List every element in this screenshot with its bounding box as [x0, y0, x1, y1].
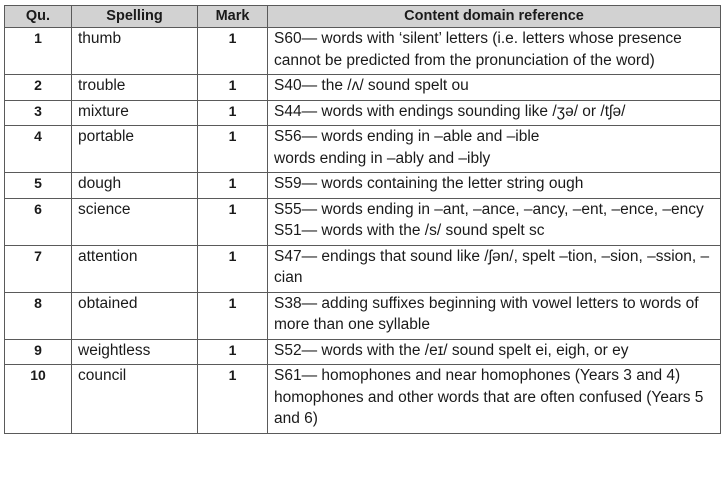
reference-line	[274, 173, 714, 195]
reference-text: words with the /eɪ/ sound spelt ei, eigh, or ey	[321, 341, 629, 359]
reference-code: S60	[274, 30, 302, 47]
reference-line	[274, 199, 714, 221]
reference-code: S47	[274, 247, 302, 265]
mark-value: 1	[198, 126, 268, 173]
mark-value: 1	[198, 339, 268, 365]
mark-value: 1	[198, 245, 268, 292]
reference-text: words with endings sounding like /ʒə/ or /tʃə/	[321, 102, 626, 120]
reference-text: words with ‘silent’ letters (i.e. letters whose presence cannot be predicted from the pronunciation of the word)	[274, 30, 682, 69]
reference-code: S38	[274, 294, 302, 312]
table-row	[5, 28, 721, 75]
question-number: 1	[5, 28, 72, 75]
reference-line	[274, 340, 714, 362]
table-row	[5, 75, 721, 101]
spelling-mark-scheme-table	[4, 5, 721, 434]
spelling-word: attention	[72, 245, 198, 292]
table-row	[5, 126, 721, 173]
mark-value: 1	[198, 292, 268, 339]
mark-value: 1	[198, 173, 268, 199]
header-mark: Mark	[198, 6, 268, 28]
reference-text: words containing the letter string ough	[321, 175, 584, 192]
mark-value: 1	[198, 28, 268, 75]
spelling-word: science	[72, 198, 198, 245]
reference-text: words ending in –ant, –ance, –ancy, –ent, –ence, –ency	[321, 200, 704, 218]
question-number: 4	[5, 126, 72, 173]
reference-code: S51	[274, 222, 302, 239]
content-domain-reference	[268, 173, 721, 199]
header-row	[5, 6, 721, 28]
reference-line	[274, 75, 714, 97]
table-row	[5, 173, 721, 199]
reference-code: S56	[274, 128, 302, 145]
header-question: Qu.	[5, 6, 72, 28]
reference-dash: —	[301, 77, 322, 94]
reference-line	[274, 220, 714, 242]
reference-text: words ending in –able and –ible	[321, 128, 540, 145]
reference-code: S59	[274, 175, 302, 192]
reference-dash: —	[301, 200, 322, 218]
reference-dash: —	[301, 341, 322, 359]
spelling-word: obtained	[72, 292, 198, 339]
content-domain-reference	[268, 365, 721, 434]
question-number: 10	[5, 365, 72, 434]
reference-code: S55	[274, 200, 302, 218]
question-number: 9	[5, 339, 72, 365]
table-row	[5, 245, 721, 292]
table-row	[5, 365, 721, 434]
table-row	[5, 198, 721, 245]
reference-dash: —	[301, 128, 322, 145]
reference-dash: —	[301, 294, 322, 312]
reference-text: endings that sound like /ʃən/, spelt –tion, –sion, –ssion, –cian	[274, 247, 710, 286]
reference-dash: —	[301, 30, 322, 47]
mark-value: 1	[198, 75, 268, 101]
table-row	[5, 100, 721, 126]
spelling-word: dough	[72, 173, 198, 199]
mark-value: 1	[198, 365, 268, 434]
reference-dash: —	[301, 222, 322, 239]
mark-value: 1	[198, 100, 268, 126]
reference-dash: —	[301, 175, 322, 192]
reference-line	[274, 101, 714, 123]
spelling-word: mixture	[72, 100, 198, 126]
spelling-word: weightless	[72, 339, 198, 365]
reference-text: words with the /s/ sound spelt sc	[321, 222, 545, 239]
content-domain-reference	[268, 126, 721, 173]
content-domain-reference	[268, 28, 721, 75]
reference-text: homophones and near homophones (Years 3 and 4) homophones and other words that are often confused (Years 5 and 6)	[274, 367, 704, 427]
content-domain-reference	[268, 292, 721, 339]
reference-code: S52	[274, 341, 302, 359]
mark-value: 1	[198, 198, 268, 245]
spelling-word: trouble	[72, 75, 198, 101]
spelling-word: thumb	[72, 28, 198, 75]
reference-line	[274, 365, 714, 430]
reference-code: S44	[274, 102, 302, 120]
question-number: 8	[5, 292, 72, 339]
reference-line	[274, 148, 714, 170]
reference-dash: —	[301, 367, 322, 384]
reference-line	[274, 126, 714, 148]
question-number: 7	[5, 245, 72, 292]
spelling-word: council	[72, 365, 198, 434]
reference-dash: —	[301, 247, 322, 265]
reference-line	[274, 293, 714, 336]
reference-text: words ending in –ably and –ibly	[274, 149, 491, 167]
content-domain-reference	[268, 100, 721, 126]
header-spelling: Spelling	[72, 6, 198, 28]
table-row	[5, 292, 721, 339]
reference-line	[274, 28, 714, 71]
header-content-domain-reference: Content domain reference	[268, 6, 721, 28]
content-domain-reference	[268, 198, 721, 245]
reference-dash: —	[301, 102, 322, 120]
reference-code: S40	[274, 77, 302, 94]
table-row	[5, 339, 721, 365]
content-domain-reference	[268, 339, 721, 365]
reference-text: adding suffixes beginning with vowel letters to words of more than one syllable	[274, 294, 699, 333]
content-domain-reference	[268, 245, 721, 292]
question-number: 3	[5, 100, 72, 126]
table-header	[5, 6, 721, 28]
content-domain-reference	[268, 75, 721, 101]
reference-line	[274, 246, 714, 289]
reference-text: the /ʌ/ sound spelt ou	[321, 77, 469, 94]
table-body	[5, 28, 721, 434]
question-number: 6	[5, 198, 72, 245]
question-number: 2	[5, 75, 72, 101]
reference-code: S61	[274, 367, 302, 384]
question-number: 5	[5, 173, 72, 199]
spelling-word: portable	[72, 126, 198, 173]
